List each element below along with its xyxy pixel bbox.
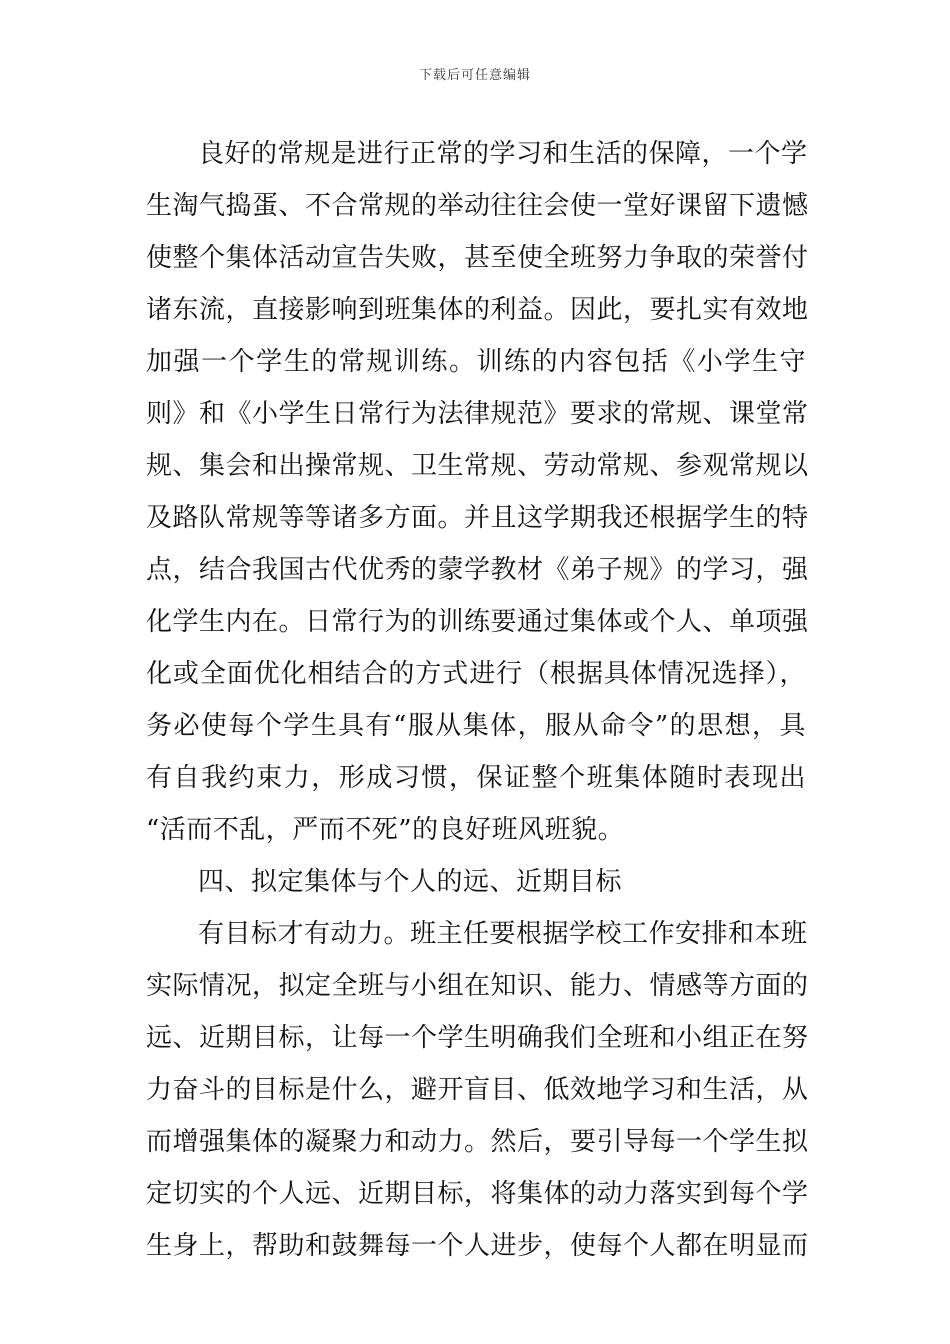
text-line: 务必使每个学生具有“服从集体，服从命令”的思想，具 <box>146 711 806 741</box>
text-line: 诸东流，直接影响到班集体的利益。因此，要扎实有效地 <box>146 295 809 325</box>
text-line: 而增强集体的凝聚力和动力。然后，要引导每一个学生拟 <box>146 1127 809 1157</box>
text-line: 有自我约束力，形成习惯，保证整个班集体随时表现出 <box>146 763 806 793</box>
text-line: 力奋斗的目标是什么，避开盲目、低效地学习和生活，从 <box>146 1075 809 1105</box>
paragraph-3 <box>146 908 809 1272</box>
text-line: 远、近期目标，让每一个学生明确我们全班和小组正在努 <box>146 1023 809 1053</box>
text-line: 定切实的个人远、近期目标，将集体的动力落实到每个学 <box>146 1179 809 1209</box>
text-line: 生身上，帮助和鼓舞每一个人进步，使每个人都在明显而 <box>146 1231 809 1261</box>
section-heading <box>146 856 806 908</box>
text-line: 有目标才有动力。班主任要根据学校工作安排和本班 <box>198 919 808 949</box>
text-line: 实际情况，拟定全班与小组在知识、能力、情感等方面的 <box>146 971 809 1001</box>
text-line: “活而不乱，严而不死”的良好班风班貌。 <box>146 815 625 845</box>
text-line: 加强一个学生的常规训练。训练的内容包括《小学生守 <box>146 347 806 377</box>
text-line: 则》和《小学生日常行为法律规范》要求的常规、课堂常 <box>146 399 809 429</box>
text-line: 规、集会和出操常规、卫生常规、劳动常规、参观常规以 <box>146 451 809 481</box>
text-line: 化学生内在。日常行为的训练要通过集体或个人、单项强 <box>146 607 809 637</box>
page-header: 下载后可任意编辑 <box>418 68 531 83</box>
text-line: 及路队常规等等诸多方面。并且这学期我还根据学生的特 <box>146 503 809 533</box>
text-line: 点，结合我国古代优秀的蒙学教材《弟子规》的学习，强 <box>146 555 809 585</box>
text-line: 生淘气捣蛋、不合常规的举动往往会使一堂好课留下遗憾 <box>146 191 809 221</box>
text-line: 化或全面优化相结合的方式进行（根据具体情况选择）， <box>146 659 806 689</box>
text-line: 使整个集体活动宣告失败，甚至使全班努力争取的荣誉付 <box>146 243 809 273</box>
document-body <box>146 128 809 1272</box>
text-line: 良好的常规是进行正常的学习和生活的保障，一个学 <box>198 139 808 169</box>
paragraph-1 <box>146 128 809 856</box>
section-heading-text: 四、拟定集体与个人的远、近期目标 <box>198 867 623 897</box>
